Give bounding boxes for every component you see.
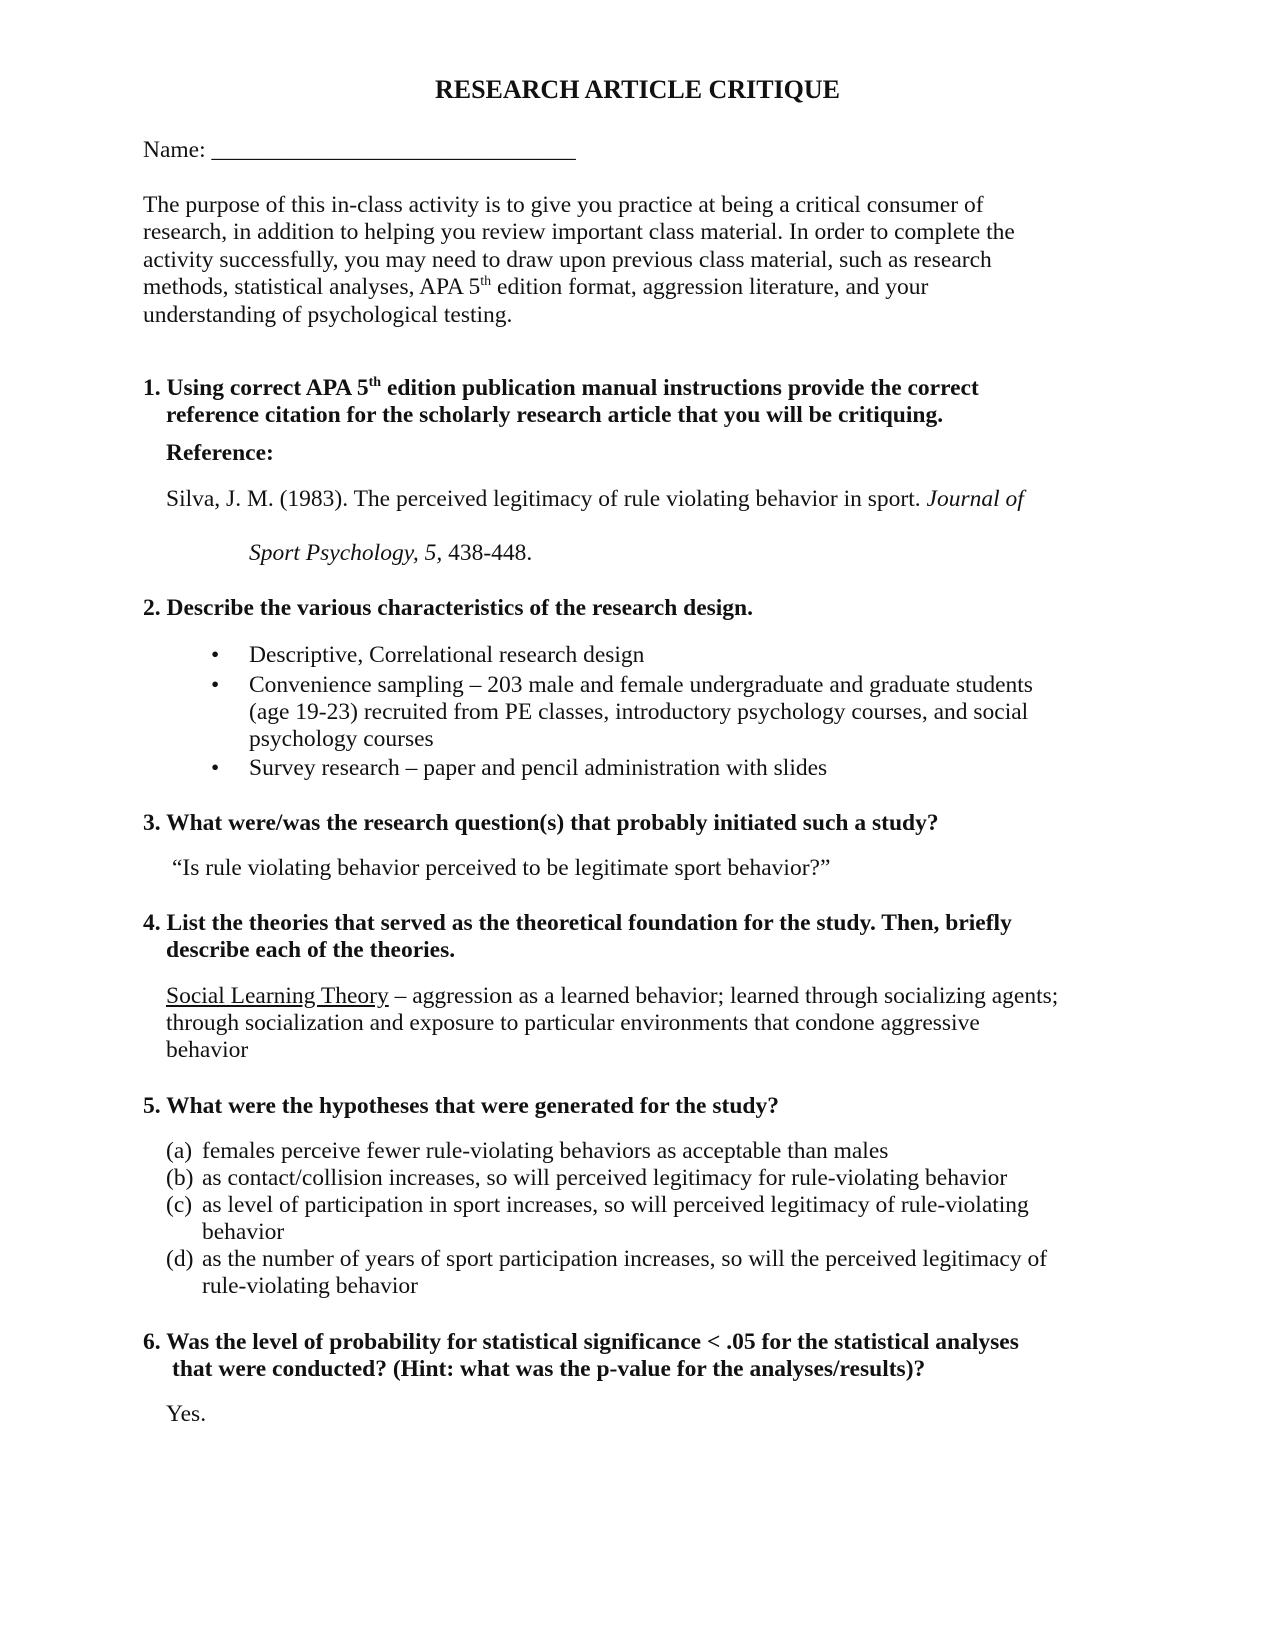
citation-pages: 438-448. (442, 540, 533, 566)
theory-line-2: through socialization and exposure to particular environments that condone aggressive (166, 1010, 980, 1036)
theory-line-3: behavior (166, 1037, 249, 1063)
bullet-text: psychology courses (249, 726, 434, 752)
name-field[interactable] (143, 136, 576, 165)
q1-heading-start: 1. Using correct APA 5 (143, 375, 369, 401)
intro-line-4-end: edition format, aggression literature, and your (491, 274, 929, 300)
hypothesis-text: females perceive fewer rule-violating behaviors as acceptable than males (202, 1138, 889, 1164)
q1-heading-end: edition publication manual instructions provide the correct (381, 375, 979, 401)
q5-heading: 5. What were the hypotheses that were generated for the study? (143, 1093, 779, 1119)
theory-name: Social Learning Theory (166, 983, 389, 1009)
page-title: RESEARCH ARTICLE CRITIQUE (434, 75, 841, 104)
theory-line-1 (166, 982, 1058, 1011)
intro-line-5: understanding of psychological testing. (143, 302, 513, 328)
intro-line-1: The purpose of this in-class activity is to give you practice at being a critical consumer of (143, 192, 984, 218)
q6-heading-line-2: that were conducted? (Hint: what was the p-value for the analyses/results)? (172, 1356, 926, 1382)
q6-answer: Yes. (166, 1401, 207, 1427)
citation-journal-cont: Sport Psychology, 5, (249, 540, 443, 566)
theory-description: – aggression as a learned behavior; learned through socializing agents; (388, 983, 1059, 1009)
hypothesis-label: (b) (166, 1165, 194, 1191)
hypothesis-text: as level of participation in sport increases, so will perceived legitimacy of rule-violating (202, 1192, 1029, 1218)
q4-heading-line-2: describe each of the theories. (166, 937, 456, 963)
bullet-icon: • (211, 755, 220, 781)
q4-heading-line-1: 4. List the theories that served as the theoretical foundation for the study. Then, briefly (143, 910, 1012, 936)
intro-line-3: activity successfully, you may need to draw upon previous class material, such as research (143, 247, 992, 273)
ordinal-suffix: th (480, 274, 492, 290)
bullet-text: Descriptive, Correlational research design (249, 642, 645, 668)
hypothesis-text: as contact/collision increases, so will perceived legitimacy for rule-violating behavior (202, 1165, 1008, 1191)
bullet-text: (age 19-23) recruited from PE classes, introductory psychology courses, and social (249, 699, 1029, 725)
q1-ordinal-suffix: th (368, 375, 382, 391)
hypothesis-text: rule-violating behavior (202, 1273, 418, 1299)
intro-line-2: research, in addition to helping you review important class material. In order to complete the (143, 219, 1015, 245)
hypothesis-label: (a) (166, 1138, 193, 1164)
citation-text: Silva, J. M. (1983). The perceived legitimacy of rule violating behavior in sport. (166, 486, 927, 512)
citation-line-2 (249, 539, 532, 568)
name-label: Name: (143, 137, 206, 163)
citation-line-1 (166, 485, 1024, 514)
q3-answer: “Is rule violating behavior perceived to be legitimate sport behavior?” (172, 855, 831, 881)
bullet-text: Convenience sampling – 203 male and female undergraduate and graduate students (249, 672, 1033, 698)
hypothesis-label: (d) (166, 1246, 194, 1272)
q3-heading: 3. What were/was the research question(s) that probably initiated such a study? (143, 810, 939, 836)
hypothesis-text: as the number of years of sport participation increases, so will the perceived legitimacy of (202, 1246, 1048, 1272)
intro-line-4-start: methods, statistical analyses, APA 5 (143, 274, 481, 300)
q2-heading: 2. Describe the various characteristics of the research design. (143, 595, 754, 621)
bullet-icon: • (211, 672, 220, 698)
citation-journal: Journal of (926, 486, 1024, 512)
hypothesis-text: behavior (202, 1219, 285, 1245)
bullet-text: Survey research – paper and pencil administration with slides (249, 755, 828, 781)
name-blank[interactable]: _______________________________ (211, 137, 576, 163)
q6-heading-line-1: 6. Was the level of probability for statistical significance < .05 for the statistical analyses (143, 1329, 1019, 1355)
q1-heading-line-2: reference citation for the scholarly research article that you will be critiquing. (166, 402, 944, 428)
bullet-icon: • (211, 642, 220, 668)
q1-heading-line-1 (143, 374, 979, 403)
intro-line-4 (143, 273, 928, 302)
hypothesis-label: (c) (166, 1192, 193, 1218)
reference-label: Reference: (166, 440, 274, 466)
